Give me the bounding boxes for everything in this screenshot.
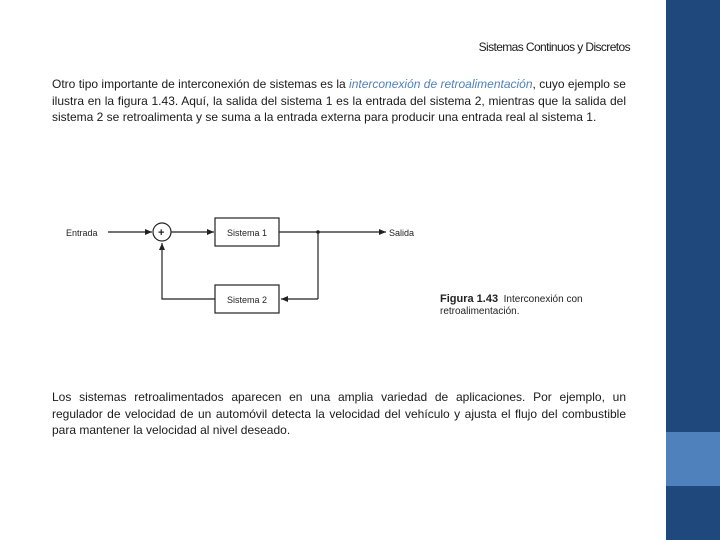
system1-label: Sistema 1: [226, 228, 268, 238]
paragraph-feedback-intro: [52, 76, 626, 126]
paragraph1-after: , cuyo ejemplo se ilustra en la figura 1.43. Aquí, la salida del sistema 1 es la entrada del sistema 2, mientras que la salida del sistema 2 se retroalimenta y se suma a la entrada externa para producir una entrada real al sistema 1.: [52, 77, 626, 124]
figure-number: Figura 1.43: [440, 293, 499, 305]
input-label: Entrada: [66, 228, 98, 238]
slide-title: Sistemas Continuos y Discretos: [478, 40, 630, 54]
sum-symbol: +: [158, 227, 165, 239]
feedback-diagram-figure: [60, 208, 610, 330]
system2-label: Sistema 2: [226, 295, 268, 305]
sidebar-accent-block: [666, 432, 720, 486]
output-label: Salida: [389, 228, 415, 238]
paragraph1-highlight: interconexión de retroalimentación: [349, 77, 533, 91]
figure-caption-text: Interconexión con retroalimentación.: [440, 294, 583, 317]
figure-caption: [440, 293, 610, 318]
paragraph-applications: Los sistemas retroalimentados aparecen en una amplia variedad de aplicaciones. Por ejemplo, un regulador de velocidad de un automóvil detecta la velocidad del vehículo y ajusta el flujo del combustible para mantener la velocidad al nivel deseado.: [52, 390, 626, 437]
paragraph1-before: Otro tipo importante de interconexión de sistemas es la: [52, 77, 350, 91]
sidebar-dark-bottom: [666, 486, 720, 540]
feedback-return-arrow: [162, 243, 215, 299]
sidebar-dark-top: [666, 0, 720, 432]
